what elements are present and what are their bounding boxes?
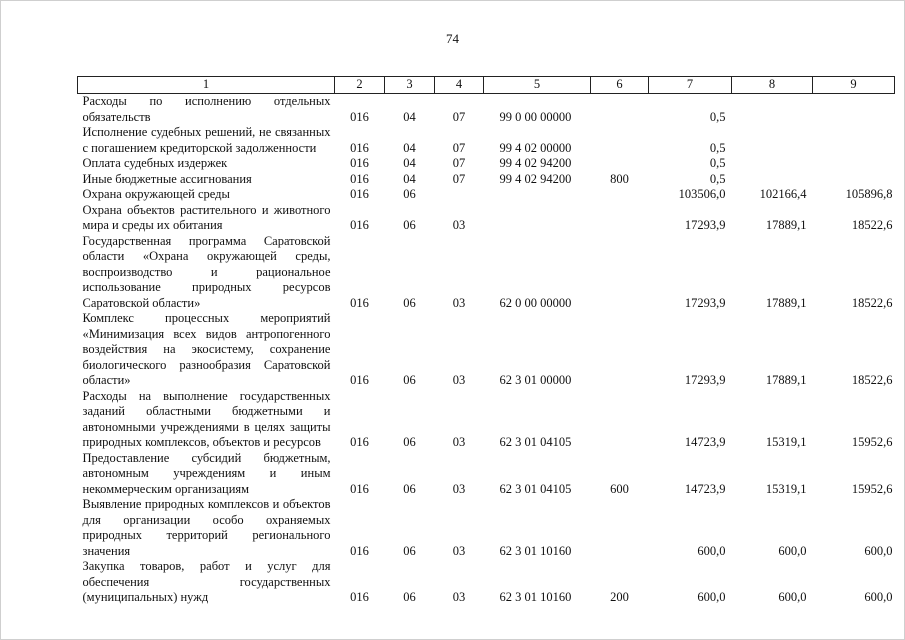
column-header: 2	[335, 77, 385, 94]
table-row	[78, 172, 895, 188]
cell-amount-3: 18522,6	[851, 295, 893, 310]
cell-section: 04	[403, 156, 416, 170]
cell-amount-3: 600,0	[864, 590, 893, 604]
cell-grbs: 016	[350, 373, 369, 387]
cell-grbs: 016	[350, 295, 369, 310]
cell-section: 06	[403, 481, 416, 496]
cell-amount-1: 14723,9	[684, 481, 726, 496]
cell-amount-2: 600,0	[778, 590, 807, 604]
row-name: Охрана окружающей среды	[82, 187, 230, 201]
cell-amount-3: 15952,6	[851, 435, 893, 449]
row-name: Расходы на выполнение государственных заданий областными бюджетными и автономными учреждениями в целях защиты природных комплексов, объектов и ресурсов	[82, 388, 331, 449]
cell-section: 06	[403, 373, 416, 387]
cell-expense-type	[591, 187, 649, 203]
column-header: 6	[591, 77, 649, 94]
table-row	[78, 94, 895, 126]
cell-section: 04	[403, 109, 416, 124]
table-row	[78, 203, 895, 234]
cell-grbs: 016	[350, 590, 369, 604]
cell-section: 06	[403, 435, 416, 449]
cell-amount-1: 17293,9	[684, 295, 726, 310]
cell-amount-2: 15319,1	[765, 435, 807, 449]
cell-target-article: 99 4 02 00000	[499, 140, 572, 155]
row-name: Комплекс процессных мероприятий «Минимизация всех видов антропогенного воздействия на экосистему, сохранение биологического разнообразия Саратовской области»	[82, 311, 331, 387]
cell-subsection	[435, 187, 484, 203]
cell-amount-3: 600,0	[864, 543, 893, 558]
cell-amount-1: 0,5	[709, 109, 726, 124]
cell-amount-1: 600,0	[697, 543, 726, 558]
column-header: 9	[813, 77, 895, 94]
cell-grbs: 016	[350, 481, 369, 496]
cell-amount-2: 15319,1	[765, 481, 807, 496]
cell-target-article: 62 3 01 10160	[499, 590, 572, 604]
table-row	[78, 451, 895, 498]
row-name: Исполнение судебных решений, не связанных с погашением кредиторской задолженности	[82, 125, 331, 155]
table-row	[78, 156, 895, 172]
table-row	[78, 234, 895, 312]
cell-target-article: 62 3 01 10160	[499, 543, 572, 558]
cell-expense-type: 200	[610, 590, 629, 604]
row-name: Закупка товаров, работ и услуг для обеспечения государственных (муниципальных) нужд	[82, 559, 331, 604]
cell-subsection: 03	[452, 435, 466, 449]
cell-section: 06	[403, 218, 416, 232]
cell-grbs: 016	[350, 140, 369, 155]
cell-grbs: 016	[350, 543, 369, 558]
cell-amount-2	[732, 156, 813, 172]
table-row	[78, 559, 895, 606]
header-row	[78, 77, 895, 94]
cell-subsection: 03	[452, 590, 466, 604]
row-name: Расходы по исполнению отдельных обязательств	[82, 94, 331, 124]
cell-grbs: 016	[350, 435, 369, 449]
cell-target-article: 62 3 01 04105	[499, 435, 572, 449]
cell-amount-2	[732, 94, 813, 126]
cell-subsection: 03	[452, 481, 466, 496]
cell-section: 06	[403, 543, 416, 558]
cell-amount-3: 15952,6	[851, 481, 893, 496]
cell-amount-3	[813, 125, 895, 156]
cell-section: 04	[403, 171, 416, 186]
column-header: 1	[78, 77, 335, 94]
cell-target-article	[484, 187, 591, 203]
cell-amount-1: 14723,9	[684, 435, 726, 449]
cell-grbs: 016	[350, 187, 369, 201]
cell-expense-type	[591, 311, 649, 389]
cell-grbs: 016	[350, 156, 369, 170]
cell-amount-1: 0,5	[709, 171, 726, 186]
cell-amount-3	[813, 94, 895, 126]
cell-expense-type	[591, 203, 649, 234]
cell-amount-1: 0,5	[709, 156, 726, 170]
cell-subsection: 03	[452, 295, 466, 310]
budget-table	[77, 76, 895, 606]
column-header: 3	[385, 77, 435, 94]
column-header: 8	[732, 77, 813, 94]
cell-expense-type	[591, 389, 649, 451]
cell-amount-1: 600,0	[697, 590, 726, 604]
cell-target-article: 99 4 02 94200	[499, 156, 572, 170]
row-name: Выявление природных комплексов и объектов для организации особо охраняемых природных территорий регионального значения	[82, 497, 331, 558]
cell-amount-1: 103506,0	[678, 187, 726, 201]
page-number: 74	[446, 31, 459, 46]
row-name: Предоставление субсидий бюджетным, автономным учреждениям и иным некоммерческим организациям	[82, 450, 331, 496]
cell-subsection: 07	[452, 171, 466, 186]
cell-expense-type: 600	[610, 481, 629, 496]
cell-expense-type	[591, 125, 649, 156]
table-row	[78, 497, 895, 559]
cell-section: 06	[403, 590, 416, 604]
cell-expense-type	[591, 156, 649, 172]
cell-subsection: 07	[452, 109, 466, 124]
cell-subsection: 03	[452, 218, 466, 232]
cell-target-article: 62 3 01 00000	[499, 373, 572, 387]
cell-target-article: 99 0 00 00000	[499, 109, 572, 124]
cell-amount-2: 17889,1	[765, 295, 807, 310]
cell-amount-2	[732, 125, 813, 156]
cell-amount-2	[732, 172, 813, 188]
row-name: Иные бюджетные ассигнования	[82, 171, 252, 186]
cell-subsection: 07	[452, 140, 466, 155]
column-header: 7	[649, 77, 732, 94]
cell-grbs: 016	[350, 109, 369, 124]
cell-target-article: 99 4 02 94200	[499, 171, 572, 186]
table-body	[78, 94, 895, 606]
cell-target-article	[484, 203, 591, 234]
table-header	[78, 77, 895, 94]
table-row	[78, 187, 895, 203]
column-header: 5	[484, 77, 591, 94]
cell-amount-3: 105896,8	[845, 187, 893, 201]
cell-amount-3: 18522,6	[851, 373, 893, 387]
cell-amount-1: 17293,9	[684, 373, 726, 387]
cell-amount-3	[813, 172, 895, 188]
cell-section: 04	[403, 140, 416, 155]
cell-amount-2: 102166,4	[759, 187, 807, 201]
row-name: Государственная программа Саратовской области «Охрана окружающей среды, воспроизводство и рациональное использование природных ресурсов Саратовской области»	[82, 233, 331, 310]
cell-grbs: 016	[350, 171, 369, 186]
cell-section: 06	[403, 187, 416, 201]
cell-amount-1: 0,5	[709, 140, 726, 155]
cell-expense-type	[591, 497, 649, 559]
cell-target-article: 62 0 00 00000	[499, 295, 572, 310]
row-name: Оплата судебных издержек	[82, 156, 228, 170]
cell-expense-type	[591, 94, 649, 126]
cell-target-article: 62 3 01 04105	[499, 481, 572, 496]
cell-amount-1: 17293,9	[684, 218, 726, 232]
cell-expense-type	[591, 234, 649, 312]
cell-amount-2: 600,0	[778, 543, 807, 558]
cell-amount-2: 17889,1	[765, 218, 807, 232]
cell-grbs: 016	[350, 218, 369, 232]
cell-amount-2: 17889,1	[765, 373, 807, 387]
table-row	[78, 389, 895, 451]
cell-section: 06	[403, 295, 416, 310]
cell-amount-3: 18522,6	[851, 218, 893, 232]
cell-subsection: 03	[452, 543, 466, 558]
cell-amount-3	[813, 156, 895, 172]
cell-subsection: 03	[452, 373, 466, 387]
cell-expense-type: 800	[610, 171, 629, 186]
cell-subsection: 07	[452, 156, 466, 170]
column-header: 4	[435, 77, 484, 94]
table-row	[78, 125, 895, 156]
table-row	[78, 311, 895, 389]
row-name: Охрана объектов растительного и животного мира и среды их обитания	[82, 202, 331, 232]
